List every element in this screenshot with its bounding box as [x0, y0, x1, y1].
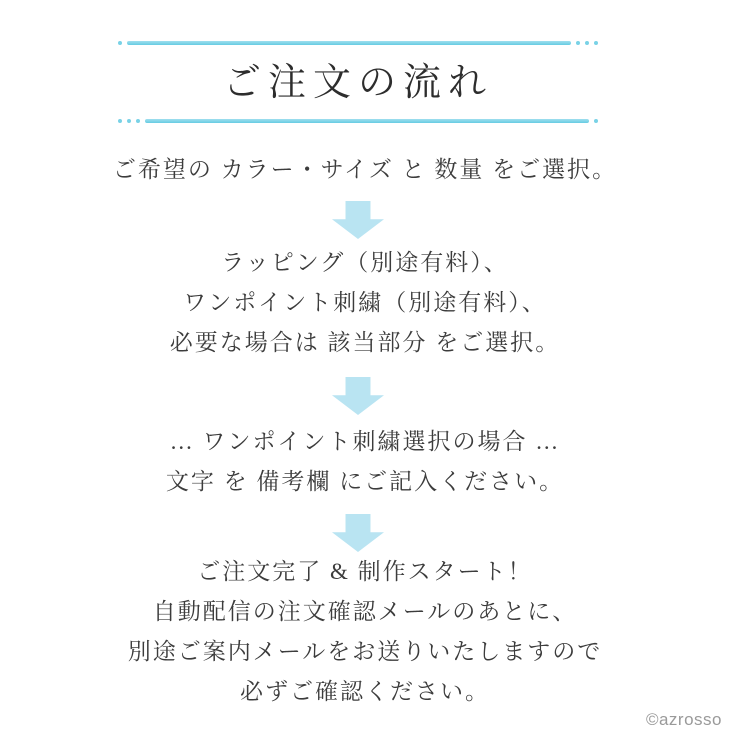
step-text-line: 必要な場合は 該当部分 をご選択。 [169, 330, 561, 355]
rule-dot [136, 119, 140, 123]
rule-line [145, 119, 589, 123]
rule-dot [594, 119, 598, 123]
title-bottom-rule [118, 118, 598, 124]
step-text-line: ラッピング（別途有料）、 [221, 250, 509, 275]
title-block [118, 40, 598, 124]
rule-dot [118, 41, 122, 45]
step-text-line: ご注文完了 & 制作スタート！ [197, 559, 533, 584]
rule-dot [576, 41, 580, 45]
step-text-line: 必ずご確認ください。 [240, 679, 490, 704]
step-text-line: ご希望の カラー・サイズ と 数量 をご選択。 [112, 157, 618, 182]
down-arrow-icon [332, 377, 384, 415]
flow-step-2 [0, 243, 730, 363]
rule-dot [127, 119, 131, 123]
flow-step-3 [0, 422, 730, 502]
down-arrow-icon [332, 201, 384, 239]
step-text-line: 文字 を 備考欄 にご記入ください。 [165, 469, 565, 494]
down-arrow-icon [332, 514, 384, 552]
step-text-line: 自動配信の注文確認メールのあとに、 [152, 599, 578, 624]
step-text-line: ワンポイント刺繍（別途有料）、 [183, 290, 547, 315]
page-title: ご注文の流れ [222, 62, 493, 104]
rule-dot [594, 41, 598, 45]
step-text-line: 別途ご案内メールをお送りいたしますので [127, 639, 603, 664]
rule-dot [118, 119, 122, 123]
step-text-line: … ワンポイント刺繍選択の場合 … [169, 429, 561, 454]
flow-step-4 [0, 552, 730, 712]
rule-dot [585, 41, 589, 45]
copyright-watermark: ©azrosso [645, 710, 722, 729]
flow-step-1 [0, 150, 730, 190]
rule-line [127, 41, 571, 45]
